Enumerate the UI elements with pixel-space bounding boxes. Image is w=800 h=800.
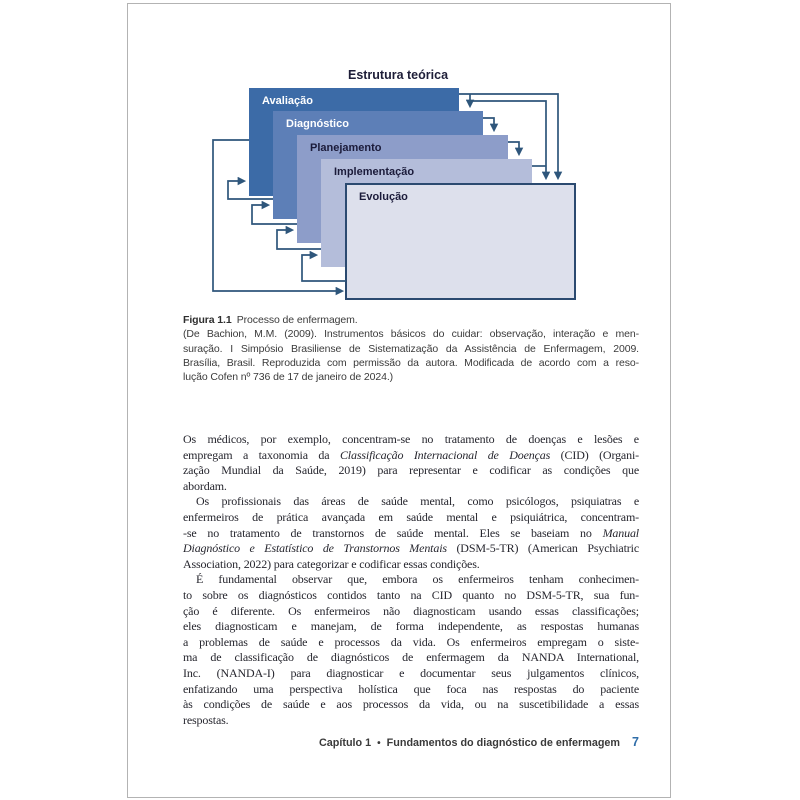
caption-line	[183, 356, 639, 370]
paragraph	[183, 572, 639, 728]
body-line	[183, 557, 639, 573]
figure-caption	[183, 313, 639, 384]
caption-line	[183, 342, 639, 356]
paragraph	[183, 494, 639, 572]
body-line	[183, 682, 639, 698]
body-line	[183, 713, 639, 729]
body-line	[183, 432, 639, 448]
footer-chapter: Capítulo 1	[318, 737, 372, 749]
body-line	[183, 541, 639, 557]
figure-diagram	[185, 60, 600, 310]
text-run: zação Mundial da Saúde, 2019) para representar e codificar as condições que	[183, 463, 639, 478]
text-run: Figura 1.1	[183, 314, 232, 326]
page-number: 7	[632, 735, 639, 749]
footer-section: Fundamentos do diagnóstico de enfermagem	[386, 737, 621, 749]
box-label-diagnostico: Diagnóstico	[286, 118, 349, 130]
text-run: É fundamental observar que, embora os enfermeiros tenham conhecimen-	[196, 572, 639, 587]
body-line	[183, 697, 639, 713]
text-run: Manual	[602, 525, 639, 540]
box-label-avaliacao: Avaliação	[262, 95, 313, 107]
box-label-implementacao: Implementação	[334, 166, 415, 178]
caption-line	[183, 313, 639, 327]
text-run: lução Cofen nº 736 de 17 de janeiro de 2024.)	[183, 371, 394, 384]
body-line	[183, 448, 639, 464]
body-line	[183, 572, 639, 588]
text-run: Classificação Internacional de Doenças	[339, 447, 551, 462]
text-run: a problemas de saúde e processos da vida. Os enfermeiros empregam o siste-	[183, 634, 639, 649]
text-run: Inc. (NANDA-I) para diagnosticar e documentar seus julgamentos clínicos,	[183, 665, 639, 680]
body-text	[183, 432, 639, 728]
book-page	[127, 3, 671, 798]
caption-line	[183, 327, 639, 341]
text-run: -se no tratamento de transtornos de saúde mental. Eles se baseiam no	[183, 525, 603, 540]
caption-line	[183, 370, 639, 384]
text-run: Os profissionais das áreas de saúde mental, como psicólogos, psiquiatras e	[196, 494, 639, 509]
text-run: eles diagnosticam e manejam, de forma independente, as respostas humanas	[183, 619, 639, 634]
arrow-diagnostico-planejamento	[483, 118, 494, 130]
text-run: respostas.	[183, 712, 229, 727]
footer-bullet-icon: •	[377, 738, 381, 749]
box-label-evolucao: Evolução	[359, 191, 408, 203]
body-line	[183, 479, 639, 495]
body-line	[183, 635, 639, 651]
text-run: enfermeiros de prática avançada em saúde mental e psiquiátrica, concentram-	[183, 509, 639, 524]
page-footer	[319, 735, 639, 749]
text-run: às condições de saúde e aos processos da vida, ou na suscetibilidade a essas	[183, 697, 639, 712]
body-line	[183, 494, 639, 510]
body-line	[183, 463, 639, 479]
body-line	[183, 666, 639, 682]
body-line	[183, 588, 639, 604]
text-run: abordam.	[183, 478, 227, 493]
paragraph	[183, 432, 639, 494]
text-run: empregam a taxonomia da	[183, 447, 340, 462]
body-line	[183, 604, 639, 620]
text-run: Processo de enfermagem.	[231, 314, 358, 326]
text-run: ma de classificação de diagnósticos de enfermagem da NANDA International,	[183, 650, 639, 665]
text-run: Association, 2022) para categorizar e codificar essas condições.	[183, 556, 480, 571]
text-run: suração. I Simpósio Brasiliense de Sistematização da Assistência de Enfermagem, 2009.	[183, 342, 639, 355]
text-run: to sobre os diagnósticos contidos tanto na CID quanto no DSM-5-TR, sua fun-	[183, 587, 639, 602]
body-line	[183, 650, 639, 666]
text-run: (CID) (Organi-	[550, 447, 639, 462]
text-run: Brasília, Brasil. Reproduzida com permissão da autora. Modificada de acordo com a reso-	[183, 356, 639, 369]
arrow-planejamento-implementacao	[508, 142, 519, 154]
text-run: Os médicos, por exemplo, concentram-se no tratamento de doenças e lesões e	[183, 432, 639, 446]
text-run: (De Bachion, M.M. (2009). Instrumentos básicos do cuidar: observação, interação e men-	[183, 328, 639, 341]
body-line	[183, 619, 639, 635]
figure-title: Estrutura teórica	[347, 68, 449, 82]
text-run: ção é diferente. Os enfermeiros não diagnosticam usando essas classificações;	[183, 603, 639, 618]
text-run: Diagnóstico e Estatístico de Transtornos Mentais	[183, 541, 447, 556]
text-run: (DSM-5-TR) (American Psychiatric	[446, 541, 639, 556]
body-line	[183, 510, 639, 526]
body-line	[183, 526, 639, 542]
text-run: enfatizando uma perspectiva holística que foca nas respostas do paciente	[183, 681, 639, 696]
box-label-planejamento: Planejamento	[310, 142, 382, 154]
